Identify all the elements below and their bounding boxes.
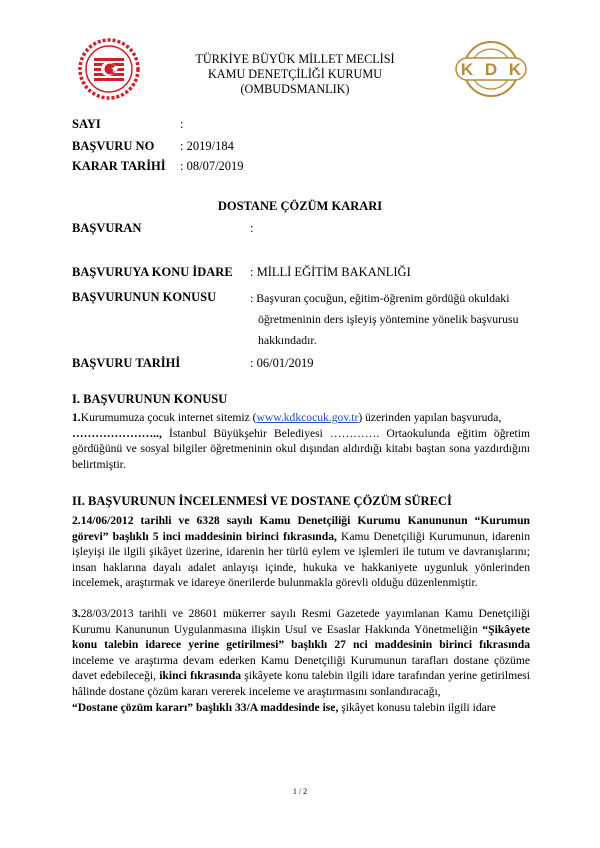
- para-1-number: 1.: [72, 411, 81, 424]
- konu-label: BAŞVURUNUN KONUSU: [72, 290, 217, 304]
- section-2-paragraph-2: [72, 513, 530, 591]
- konu-value: [250, 288, 530, 351]
- kdkcocuk-link[interactable]: www.kdkcocuk.gov.tr: [256, 411, 359, 424]
- meta-sayi: [72, 117, 183, 132]
- basvuru-no-label: BAŞVURU NO: [72, 139, 155, 153]
- sayi-value: :: [180, 117, 184, 131]
- tbmm-logo: [78, 38, 140, 100]
- konu-line-3: hakkındadır.: [258, 333, 317, 347]
- para-3-number: 3.: [72, 607, 81, 620]
- section-1-heading: I. BAŞVURUNUN KONUSU: [72, 392, 228, 406]
- basvuran-value: :: [250, 221, 254, 235]
- para-3-bold-3: “Dostane çözüm kararı” başlıklı 33/A maddesinde ise,: [72, 700, 339, 714]
- kdk-logo: [448, 36, 534, 102]
- para-3-text-2: inceleme ve araştırma devam ederken Kamu Denetçiliği Kurumunun tarafları dostane çözüme davet edebileceği,: [72, 653, 530, 683]
- konu-line-1: : Başvuran çocuğun, eğitim-öğrenim gördüğü okuldaki: [250, 291, 510, 305]
- section-2-paragraph-3: [72, 606, 530, 715]
- para-3-bold-2: ikinci fıkrasında: [159, 669, 242, 683]
- header-line-2: KAMU DENETÇİLİĞİ KURUMU: [208, 67, 382, 81]
- basvuru-tarihi-value: : 06/01/2019: [250, 356, 314, 370]
- kdk-letter-k1: K: [460, 60, 474, 79]
- meta-karar-tarihi: [72, 159, 244, 174]
- idare-label: BAŞVURUYA KONU İDARE: [72, 265, 233, 279]
- para-1-text-a: Kurumumuza çocuk internet sitemiz (: [80, 411, 257, 424]
- para-3-text-1: 28/03/2013 tarihli ve 28601 mükerrer sayılı Resmi Gazetede yayımlanan Kamu Denetçiliği Kurumu Kanununun Uygulanmasına ilişkin Usul ve Esaslar Hakkında Yönetmeliğin: [72, 607, 530, 636]
- karar-tarihi-value: : 08/07/2019: [180, 159, 244, 173]
- institution-header: [140, 52, 450, 97]
- basvuran-label: BAŞVURAN: [72, 221, 142, 235]
- decision-title: DOSTANE ÇÖZÜM KARARI: [217, 199, 383, 213]
- para-3-text-4: şikâyet konusu talebin ilgili idare: [338, 700, 496, 714]
- basvuru-no-value: : 2019/184: [180, 139, 234, 153]
- header-line-3: (OMBUDSMANLIK): [240, 82, 350, 96]
- konu-line-2: öğretmeninin ders işleyiş yöntemine yönelik başvurusu: [258, 312, 519, 326]
- karar-tarihi-label: KARAR TARİHİ: [72, 159, 166, 173]
- basvuru-tarihi-label: BAŞVURU TARİHİ: [72, 356, 181, 370]
- para-1-text-b: ) üzerinden yapılan başvuruda,: [358, 411, 502, 424]
- kdk-letter-d: D: [484, 60, 498, 79]
- kdk-letter-k2: K: [508, 60, 522, 79]
- para-1-text-c: İstanbul Büyükşehir Belediyesi …………. Ortaokulunda eğitim öğretim gördüğünü ve sosyal bilgiler öğretmeninin okul dışından aldırdığı kitabı baştan sona yazdırdığını belirtmiştir.: [72, 426, 530, 471]
- page-number: 1 / 2: [292, 787, 308, 796]
- header-line-1: TÜRKİYE BÜYÜK MİLLET MECLİSİ: [195, 52, 395, 66]
- section-1-paragraph: [72, 410, 530, 472]
- para-2-bold: 2.14/06/2012 tarihli ve 6328 sayılı Kamu Denetçiliği Kurumu Kanununun “Kurumun görevi” başlıklı 5 inci maddesinin birinci fıkrasında,: [72, 514, 530, 543]
- redacted-name: …………………..,: [72, 426, 162, 440]
- para-3-text-3: şikâyete konu talebin ilgili idare tarafından yerine getirilmesi hâlinde dostane çözüm kararı vererek inceleme ve araştırmasını sonlandıracağı,: [72, 669, 530, 698]
- sayi-label: SAYI: [72, 117, 101, 131]
- section-2-heading: II. BAŞVURUNUN İNCELENMESİ VE DOSTANE ÇÖZÜM SÜRECİ: [72, 494, 452, 508]
- meta-basvuru-no: [72, 139, 234, 154]
- idare-value: : MİLLİ EĞİTİM BAKANLIĞI: [250, 265, 411, 279]
- para-2-text: Kamu Denetçiliği Kurumunun, idarenin işleyişi ile ilgili şikâyet üzerine, idarenin her türlü eylem ve işlemleri ile tutum ve davranışlarını; insan haklarına dayalı adalet anlayışı içinde, hukuka ve hakkaniyete uygunluk yönlerinden incelemek, araştırmak ve idareye önerilerde bulunmakla görevli olduğu düzenlenmiştir.: [72, 529, 530, 590]
- para-3-bold-1: “Şikâyete konu talebin idarece yerine getirilmesi” başlıklı 27 nci maddesinin birinci fıkrasında: [72, 622, 530, 652]
